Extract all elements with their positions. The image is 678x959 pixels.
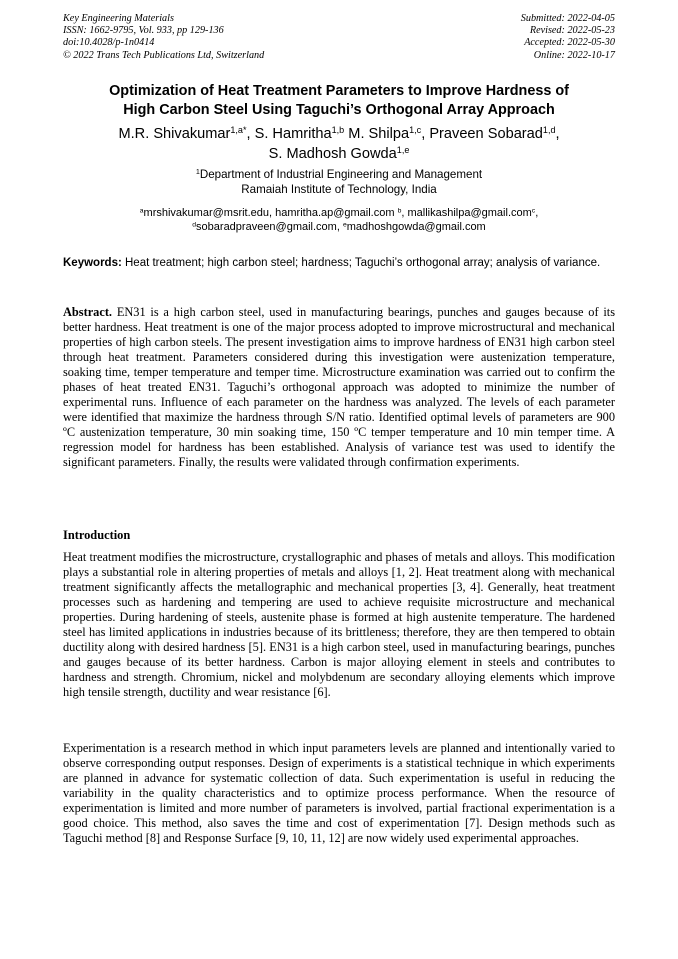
introduction-paragraph-2: Experimentation is a research method in which input parameters levels are planned and intentionally varied to observe corresponding output responses. Design of experiments is a statistical technique in which experiments are planned in advance for systematic collection of data. Such experimentation is useful in reducing the variability in the quality characteristics and to optimize process performance. When the resource of experimentation is limited and more number of parameters is involved, partial fractional experimentation is a good choice. This method, also saves the time and cost of experimentation [7]. Design methods such as Taguchi method [8] and Response Surface [9, 10, 11, 12] are now widely used experimental approaches.	[63, 741, 615, 845]
introduction-paragraph-1: Heat treatment modifies the microstructure, crystallographic and phases of metals and alloys. This modification plays a substantial role in altering properties of metals and alloys [1, 2]. Heat treatment along with mechanical treatment significantly affects the metallographic and mechanical properties [3, 4]. Generally, heat treatment processes such as hardening and tempering are used to achieve requisite microstructure and mechanical properties. During hardening of steels, austenite phase is formed at high austenite temperature. The hardened steel has limited applications in industries because of its brittleness; therefore, they are then tempered to obtain ductility along with desired hardness [5]. EN31 is a high carbon steel, used in manufacturing bearings, punches and gauges because of its better hardness. Carbon is major alloying element in steels and contributes to hardness and strength. Chromium, nickel and molybdenum are secondary alloying elements which improve high tensile strength, ductility and wear resistance [6].	[63, 550, 615, 699]
author-separator: ,	[555, 126, 560, 142]
introduction-heading: Introduction	[63, 528, 131, 542]
author-name: S. Hamritha	[254, 126, 332, 142]
author-separator: ,	[246, 126, 255, 142]
author-affiliation-mark: 1,b	[331, 125, 345, 136]
keywords-label: Keywords:	[63, 257, 122, 269]
author-emails	[50, 206, 628, 234]
email-line-2: $^d$sobaradpraveen@gmail.com, $^e$madhoshgowda@gmail.com	[192, 221, 486, 233]
email-mark: b	[397, 207, 402, 215]
email-link[interactable]: mallikashilpa@gmail.com	[407, 207, 532, 219]
author-line-1	[40, 124, 638, 144]
email-mark: a	[139, 207, 144, 215]
author-line-2	[40, 144, 638, 164]
affiliation	[60, 168, 618, 197]
email-mark: c	[531, 207, 536, 215]
author-name: M.R. Shivakumar	[118, 126, 231, 142]
institute: Ramaiah Institute of Technology, India	[241, 182, 437, 196]
author-name: M. Shilpa	[348, 126, 410, 142]
author-affiliation-mark: 1,a*	[230, 125, 247, 136]
journal-name: Key Engineering Materials	[63, 13, 174, 24]
email-mark: e	[342, 221, 347, 229]
email-mark: d	[192, 221, 197, 229]
department: Department of Industrial Engineering and Management	[199, 168, 483, 181]
paper-title	[50, 82, 628, 120]
keywords-section	[63, 256, 616, 270]
submitted-date: Submitted: 2022-04-05	[520, 13, 615, 24]
title-line-2: High Carbon Steel Using Taguchi’s Orthogonal Array Approach	[123, 102, 555, 118]
abstract-label: Abstract.	[63, 305, 113, 319]
revised-date: Revised: 2022-05-23	[529, 25, 615, 37]
email-line-1: $^a$mrshivakumar@msrit.edu, hamritha.ap@gmail.com $^b$, mallikashilpa@gmail.com$^c$,	[139, 207, 539, 219]
title-line-1: Optimization of Heat Treatment Parameters to Improve Hardness of	[109, 83, 569, 99]
abstract-text: EN31 is a high carbon steel, used in manufacturing bearings, punches and gauges because of its better hardness. Heat treatment is one of the major process adopted to improve microstructural and mechanical properties of high carbon steels. The present investigation aims to improve hardness of EN31 high carbon steel through heat treatment. Parameters considered during this investigation were austenization temperature, soaking time, temper temperature and temper time. Microstructure examination was carried out to confirm the phases of heat treated EN31. Taguchi’s orthogonal approach was adopted to minimize the number of experimental runs. Influence of each parameter on the hardness was analyzed. The levels of each parameter were identified that maximize the hardness through S/N ratio. Identified optimal levels of parameters are 900 ºC austenization temperature, 30 min soaking time, 150 ºC temper temperature and 10 min temper time. A regression model for hardness has been established. Analysis of variance test was used to identify the significant parameters. Finally, the results were validated through confirmation experiments.	[63, 305, 615, 469]
online-date: Online: 2022-10-17	[533, 49, 615, 61]
email-link[interactable]: mrshivakumar@msrit.edu	[143, 207, 270, 219]
author-name: S. Madhosh Gowda	[268, 146, 397, 162]
journal-copyright: © 2022 Trans Tech Publications Ltd, Switzerland	[63, 49, 265, 61]
author-affiliation-mark: 1,d	[542, 125, 556, 136]
email-link[interactable]: madhoshgowda@gmail.com	[346, 221, 486, 233]
author-list	[40, 124, 638, 164]
journal-info	[63, 13, 264, 62]
journal-issn: ISSN: 1662-9795, Vol. 933, pp 129-136	[63, 25, 224, 37]
publication-dates	[521, 13, 615, 62]
author-affiliation-mark: 1,e	[396, 145, 410, 156]
journal-doi: doi:10.4028/p-1n0414	[63, 37, 155, 49]
author-affiliation-mark: 1,c	[409, 125, 422, 136]
affiliation-mark: 1	[195, 167, 200, 177]
accepted-date: Accepted: 2022-05-30	[524, 37, 615, 49]
author-name: Praveen Sobarad	[429, 126, 543, 142]
keywords-text: Heat treatment; high carbon steel; hardness; Taguchi’s orthogonal array; analysis of variance.	[125, 257, 601, 269]
email-link[interactable]: hamritha.ap@gmail.com	[275, 207, 395, 219]
email-link[interactable]: sobaradpraveen@gmail.com	[196, 221, 337, 233]
author-separator: ,	[421, 126, 430, 142]
abstract-section	[63, 305, 615, 469]
